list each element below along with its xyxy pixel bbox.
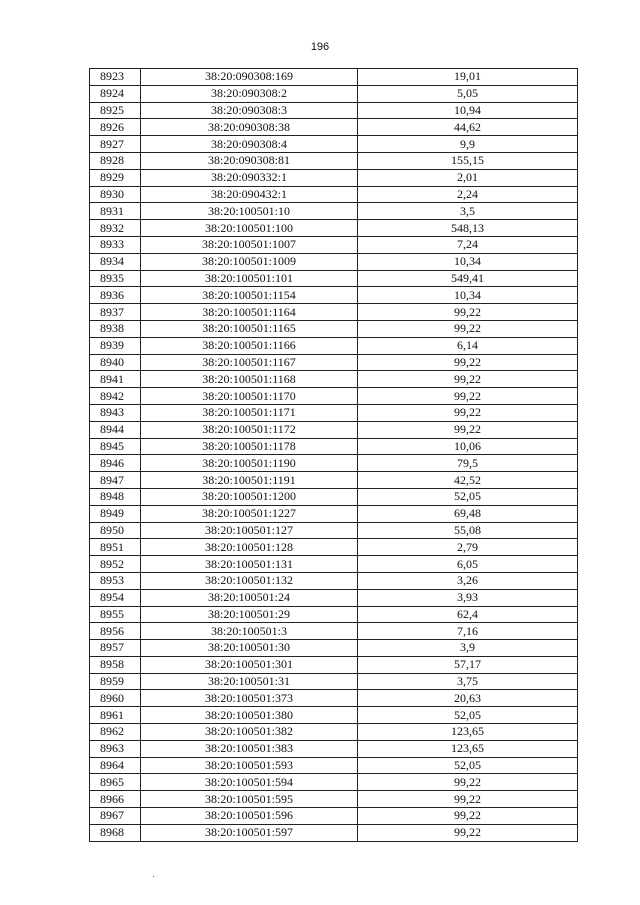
row-number-cell: 8945 bbox=[90, 438, 141, 455]
area-cell: 548,13 bbox=[358, 220, 578, 237]
cadastral-number-cell: 38:20:100501:24 bbox=[141, 589, 358, 606]
area-cell: 7,16 bbox=[358, 623, 578, 640]
row-number-cell: 8948 bbox=[90, 488, 141, 505]
area-cell: 52,05 bbox=[358, 757, 578, 774]
area-cell: 6,05 bbox=[358, 556, 578, 573]
area-cell: 6,14 bbox=[358, 337, 578, 354]
area-cell: 99,22 bbox=[358, 791, 578, 808]
cadastral-number-cell: 38:20:100501:1172 bbox=[141, 421, 358, 438]
area-cell: 99,22 bbox=[358, 371, 578, 388]
cadastral-number-cell: 38:20:100501:101 bbox=[141, 270, 358, 287]
table-row bbox=[90, 152, 578, 169]
table-row bbox=[90, 556, 578, 573]
table-row bbox=[90, 656, 578, 673]
row-number-cell: 8924 bbox=[90, 85, 141, 102]
area-cell: 3,75 bbox=[358, 673, 578, 690]
table-row bbox=[90, 186, 578, 203]
table-row bbox=[90, 136, 578, 153]
area-cell: 3,93 bbox=[358, 589, 578, 606]
area-cell: 10,34 bbox=[358, 253, 578, 270]
area-cell: 123,65 bbox=[358, 724, 578, 741]
row-number-cell: 8954 bbox=[90, 589, 141, 606]
table-row bbox=[90, 808, 578, 825]
table-row bbox=[90, 640, 578, 657]
area-cell: 55,08 bbox=[358, 522, 578, 539]
table-row bbox=[90, 236, 578, 253]
area-cell: 99,22 bbox=[358, 388, 578, 405]
table-row bbox=[90, 304, 578, 321]
row-number-cell: 8963 bbox=[90, 740, 141, 757]
cadastral-number-cell: 38:20:100501:1168 bbox=[141, 371, 358, 388]
table-row bbox=[90, 270, 578, 287]
row-number-cell: 8925 bbox=[90, 102, 141, 119]
row-number-cell: 8923 bbox=[90, 69, 141, 86]
area-cell: 10,34 bbox=[358, 287, 578, 304]
table-row bbox=[90, 740, 578, 757]
row-number-cell: 8929 bbox=[90, 169, 141, 186]
area-cell: 52,05 bbox=[358, 707, 578, 724]
row-number-cell: 8934 bbox=[90, 253, 141, 270]
row-number-cell: 8952 bbox=[90, 556, 141, 573]
area-cell: 57,17 bbox=[358, 656, 578, 673]
table-row bbox=[90, 119, 578, 136]
table-row bbox=[90, 371, 578, 388]
area-cell: 99,22 bbox=[358, 824, 578, 841]
area-cell: 69,48 bbox=[358, 505, 578, 522]
cadastral-number-cell: 38:20:100501:380 bbox=[141, 707, 358, 724]
table-row bbox=[90, 287, 578, 304]
area-cell: 5,05 bbox=[358, 85, 578, 102]
area-cell: 7,24 bbox=[358, 236, 578, 253]
row-number-cell: 8941 bbox=[90, 371, 141, 388]
area-cell: 2,24 bbox=[358, 186, 578, 203]
table-row bbox=[90, 455, 578, 472]
area-cell: 155,15 bbox=[358, 152, 578, 169]
area-cell: 62,4 bbox=[358, 606, 578, 623]
table-row bbox=[90, 85, 578, 102]
row-number-cell: 8967 bbox=[90, 808, 141, 825]
table-row bbox=[90, 472, 578, 489]
row-number-cell: 8928 bbox=[90, 152, 141, 169]
row-number-cell: 8943 bbox=[90, 404, 141, 421]
area-cell: 99,22 bbox=[358, 404, 578, 421]
table-row bbox=[90, 421, 578, 438]
table-row bbox=[90, 404, 578, 421]
area-cell: 99,22 bbox=[358, 320, 578, 337]
cadastral-number-cell: 38:20:090308:2 bbox=[141, 85, 358, 102]
table-row bbox=[90, 606, 578, 623]
area-cell: 2,01 bbox=[358, 169, 578, 186]
table-row bbox=[90, 690, 578, 707]
row-number-cell: 8937 bbox=[90, 304, 141, 321]
area-cell: 10,06 bbox=[358, 438, 578, 455]
cadastral-number-cell: 38:20:100501:127 bbox=[141, 522, 358, 539]
row-number-cell: 8935 bbox=[90, 270, 141, 287]
table-row bbox=[90, 673, 578, 690]
table-row bbox=[90, 791, 578, 808]
cadastral-number-cell: 38:20:100501:1009 bbox=[141, 253, 358, 270]
cadastral-number-cell: 38:20:100501:1166 bbox=[141, 337, 358, 354]
area-cell: 3,5 bbox=[358, 203, 578, 220]
cadastral-number-cell: 38:20:090308:169 bbox=[141, 69, 358, 86]
cadastral-number-cell: 38:20:100501:100 bbox=[141, 220, 358, 237]
cadastral-number-cell: 38:20:100501:31 bbox=[141, 673, 358, 690]
row-number-cell: 8949 bbox=[90, 505, 141, 522]
cadastral-number-cell: 38:20:100501:1170 bbox=[141, 388, 358, 405]
row-number-cell: 8944 bbox=[90, 421, 141, 438]
table-row bbox=[90, 354, 578, 371]
cadastral-table bbox=[89, 68, 578, 842]
cadastral-number-cell: 38:20:100501:382 bbox=[141, 724, 358, 741]
row-number-cell: 8959 bbox=[90, 673, 141, 690]
page-number: 196 bbox=[310, 41, 330, 53]
area-cell: 99,22 bbox=[358, 421, 578, 438]
table-row bbox=[90, 438, 578, 455]
row-number-cell: 8936 bbox=[90, 287, 141, 304]
cadastral-number-cell: 38:20:100501:1178 bbox=[141, 438, 358, 455]
table-row bbox=[90, 203, 578, 220]
row-number-cell: 8956 bbox=[90, 623, 141, 640]
cadastral-number-cell: 38:20:100501:383 bbox=[141, 740, 358, 757]
cadastral-number-cell: 38:20:100501:301 bbox=[141, 656, 358, 673]
cadastral-number-cell: 38:20:100501:373 bbox=[141, 690, 358, 707]
table-row bbox=[90, 539, 578, 556]
table-row bbox=[90, 505, 578, 522]
table-row bbox=[90, 220, 578, 237]
cadastral-number-cell: 38:20:100501:1191 bbox=[141, 472, 358, 489]
area-cell: 20,63 bbox=[358, 690, 578, 707]
area-cell: 79,5 bbox=[358, 455, 578, 472]
area-cell: 42,52 bbox=[358, 472, 578, 489]
cadastral-number-cell: 38:20:100501:131 bbox=[141, 556, 358, 573]
row-number-cell: 8926 bbox=[90, 119, 141, 136]
row-number-cell: 8932 bbox=[90, 220, 141, 237]
cadastral-number-cell: 38:20:100501:10 bbox=[141, 203, 358, 220]
row-number-cell: 8931 bbox=[90, 203, 141, 220]
row-number-cell: 8953 bbox=[90, 572, 141, 589]
row-number-cell: 8940 bbox=[90, 354, 141, 371]
area-cell: 123,65 bbox=[358, 740, 578, 757]
table-row bbox=[90, 623, 578, 640]
area-cell: 44,62 bbox=[358, 119, 578, 136]
cadastral-number-cell: 38:20:100501:1190 bbox=[141, 455, 358, 472]
area-cell: 99,22 bbox=[358, 354, 578, 371]
row-number-cell: 8965 bbox=[90, 774, 141, 791]
row-number-cell: 8930 bbox=[90, 186, 141, 203]
row-number-cell: 8946 bbox=[90, 455, 141, 472]
cadastral-number-cell: 38:20:100501:1200 bbox=[141, 488, 358, 505]
row-number-cell: 8933 bbox=[90, 236, 141, 253]
row-number-cell: 8927 bbox=[90, 136, 141, 153]
area-cell: 9,9 bbox=[358, 136, 578, 153]
area-cell: 19,01 bbox=[358, 69, 578, 86]
cadastral-number-cell: 38:20:100501:1227 bbox=[141, 505, 358, 522]
row-number-cell: 8938 bbox=[90, 320, 141, 337]
table-row bbox=[90, 522, 578, 539]
area-cell: 3,9 bbox=[358, 640, 578, 657]
cadastral-number-cell: 38:20:090308:4 bbox=[141, 136, 358, 153]
row-number-cell: 8951 bbox=[90, 539, 141, 556]
table-row bbox=[90, 824, 578, 841]
table-row bbox=[90, 572, 578, 589]
table-row bbox=[90, 707, 578, 724]
row-number-cell: 8950 bbox=[90, 522, 141, 539]
area-cell: 549,41 bbox=[358, 270, 578, 287]
row-number-cell: 8957 bbox=[90, 640, 141, 657]
table-row bbox=[90, 388, 578, 405]
area-cell: 99,22 bbox=[358, 808, 578, 825]
table-row bbox=[90, 774, 578, 791]
cadastral-number-cell: 38:20:090432:1 bbox=[141, 186, 358, 203]
row-number-cell: 8964 bbox=[90, 757, 141, 774]
table-row bbox=[90, 102, 578, 119]
cadastral-number-cell: 38:20:100501:1154 bbox=[141, 287, 358, 304]
table-row bbox=[90, 757, 578, 774]
cadastral-number-cell: 38:20:100501:30 bbox=[141, 640, 358, 657]
cadastral-number-cell: 38:20:100501:596 bbox=[141, 808, 358, 825]
cadastral-number-cell: 38:20:090308:3 bbox=[141, 102, 358, 119]
area-cell: 3,26 bbox=[358, 572, 578, 589]
area-cell: 99,22 bbox=[358, 774, 578, 791]
cadastral-number-cell: 38:20:100501:29 bbox=[141, 606, 358, 623]
cadastral-number-cell: 38:20:100501:595 bbox=[141, 791, 358, 808]
row-number-cell: 8942 bbox=[90, 388, 141, 405]
row-number-cell: 8966 bbox=[90, 791, 141, 808]
table-body bbox=[90, 69, 578, 842]
cadastral-number-cell: 38:20:090308:38 bbox=[141, 119, 358, 136]
cadastral-number-cell: 38:20:100501:1164 bbox=[141, 304, 358, 321]
table-row bbox=[90, 169, 578, 186]
table-row bbox=[90, 69, 578, 86]
area-cell: 10,94 bbox=[358, 102, 578, 119]
area-cell: 2,79 bbox=[358, 539, 578, 556]
row-number-cell: 8961 bbox=[90, 707, 141, 724]
table-row bbox=[90, 589, 578, 606]
cadastral-number-cell: 38:20:090308:81 bbox=[141, 152, 358, 169]
row-number-cell: 8958 bbox=[90, 656, 141, 673]
row-number-cell: 8968 bbox=[90, 824, 141, 841]
row-number-cell: 8962 bbox=[90, 724, 141, 741]
cadastral-number-cell: 38:20:100501:1007 bbox=[141, 236, 358, 253]
cadastral-number-cell: 38:20:100501:594 bbox=[141, 774, 358, 791]
cadastral-number-cell: 38:20:100501:1165 bbox=[141, 320, 358, 337]
row-number-cell: 8947 bbox=[90, 472, 141, 489]
cadastral-number-cell: 38:20:100501:1167 bbox=[141, 354, 358, 371]
cadastral-number-cell: 38:20:100501:132 bbox=[141, 572, 358, 589]
area-cell: 52,05 bbox=[358, 488, 578, 505]
scan-mark bbox=[153, 876, 154, 877]
table-row bbox=[90, 253, 578, 270]
row-number-cell: 8960 bbox=[90, 690, 141, 707]
row-number-cell: 8955 bbox=[90, 606, 141, 623]
cadastral-number-cell: 38:20:100501:128 bbox=[141, 539, 358, 556]
table-row bbox=[90, 488, 578, 505]
table-row bbox=[90, 724, 578, 741]
area-cell: 99,22 bbox=[358, 304, 578, 321]
cadastral-number-cell: 38:20:100501:3 bbox=[141, 623, 358, 640]
table-row bbox=[90, 337, 578, 354]
cadastral-number-cell: 38:20:100501:593 bbox=[141, 757, 358, 774]
table-row bbox=[90, 320, 578, 337]
cadastral-number-cell: 38:20:100501:597 bbox=[141, 824, 358, 841]
cadastral-number-cell: 38:20:100501:1171 bbox=[141, 404, 358, 421]
cadastral-number-cell: 38:20:090332:1 bbox=[141, 169, 358, 186]
row-number-cell: 8939 bbox=[90, 337, 141, 354]
